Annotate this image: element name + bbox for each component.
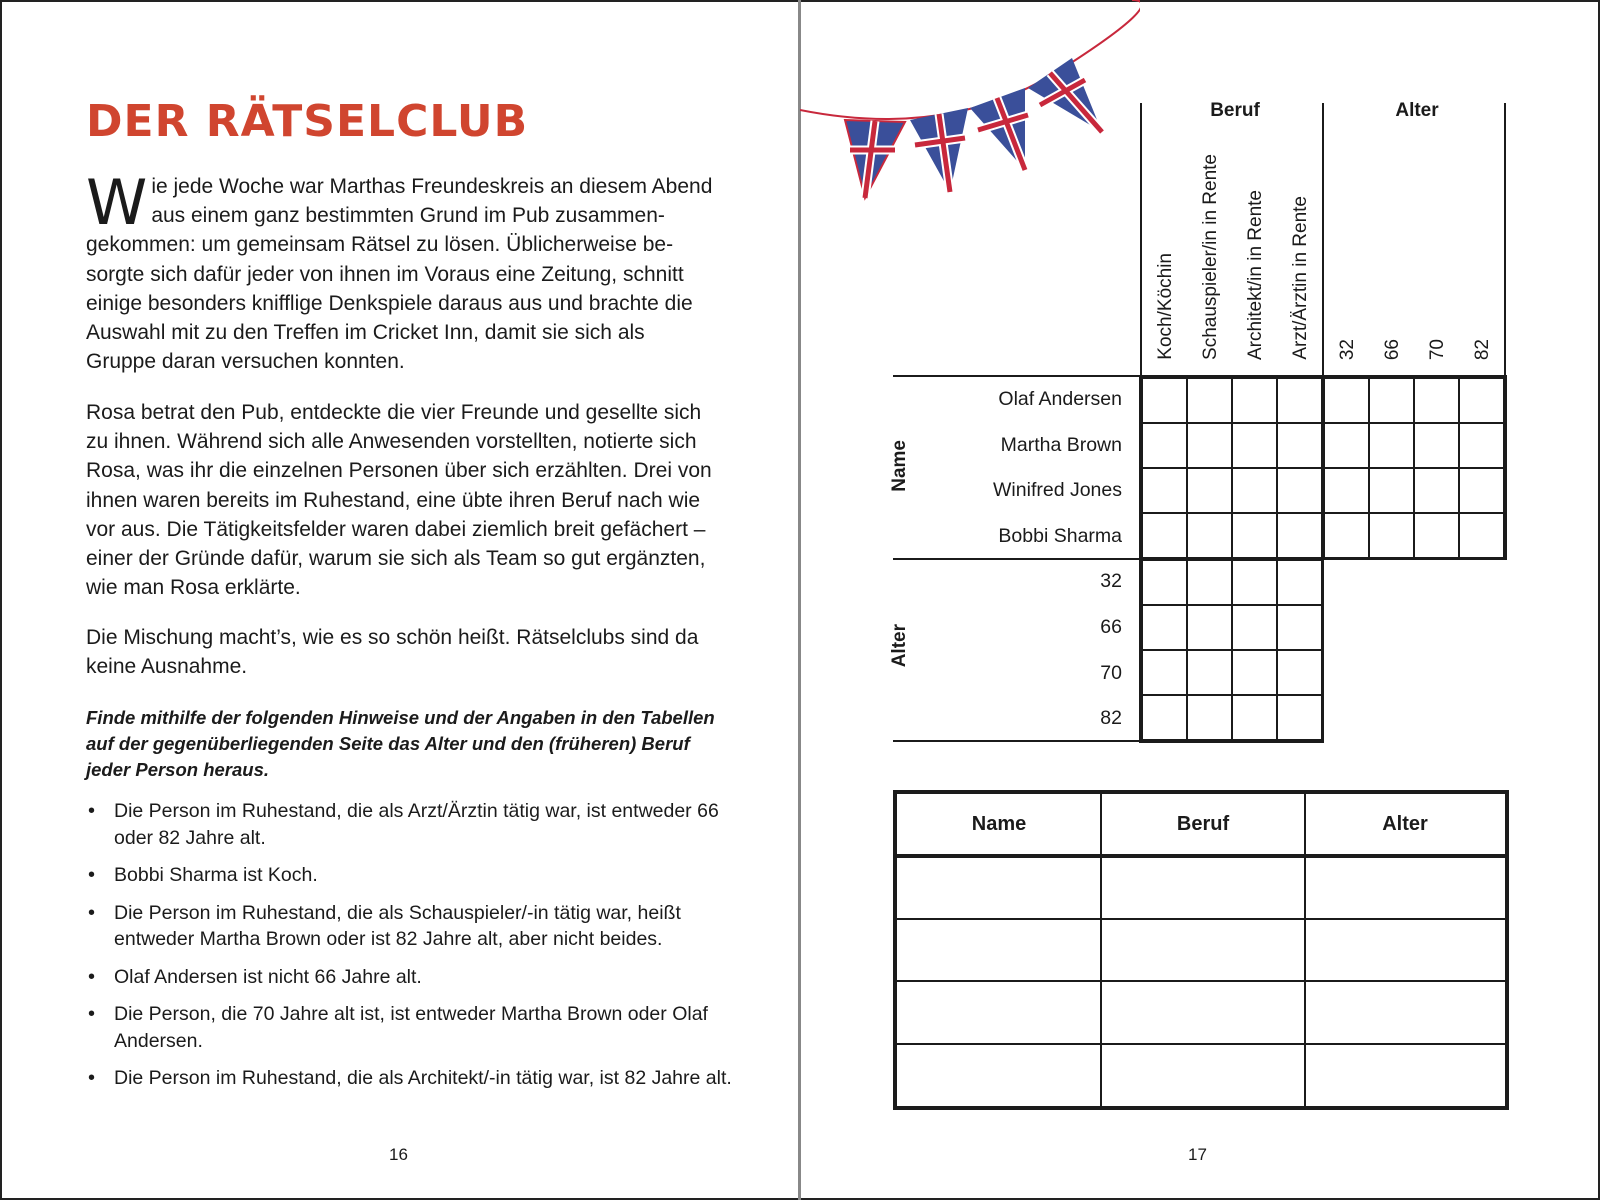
solution-header-alter: Alter <box>1382 813 1428 835</box>
clue-item: • Die Person, die 70 Jahre alt ist, ist entweder Martha Brown oder Olaf Andersen. <box>86 1001 736 1054</box>
intro-text: ie jede Woche war Marthas Freundeskreis an diesem Abend aus einem ganz bestimmten Grund im Pub zusammen-gekommen: um gemeinsam Rätsel zu lösen. Üblicherweise be-sorgte sich dafür jeder von ihnen im Voraus eine Zeitung, schnitt einige besonders knifflige Denkspiele daraus aus und brachte die Auswahl mit zu den Treffen im Cricket Inn, damit sie sich als Gruppe daran versuchen konnten. <box>86 175 713 374</box>
solution-cell[interactable] <box>897 858 1100 918</box>
grid-block <box>1321 375 1507 560</box>
solution-cell[interactable] <box>1102 1045 1304 1106</box>
solution-cell[interactable] <box>1306 1045 1505 1106</box>
drop-cap: W <box>86 166 148 239</box>
solution-cell[interactable] <box>1306 858 1505 918</box>
page-title: DER RÄTSELCLUB <box>86 96 529 147</box>
column-header <box>1337 140 1382 360</box>
solution-cell[interactable] <box>1306 982 1505 1043</box>
row-label: 32 <box>1100 570 1122 592</box>
grid-block <box>1139 375 1324 560</box>
intro-paragraph <box>86 166 716 376</box>
beruf-header: Beruf <box>1210 100 1260 121</box>
solution-header-name: Name <box>971 813 1027 835</box>
row-label: 66 <box>1100 616 1122 638</box>
clue-item: • Die Person im Ruhestand, die als Schauspieler/-in tätig war, heißt entweder Martha Brown oder ist 82 Jahre alt, aber nicht beides. <box>86 900 736 953</box>
column-header <box>1290 140 1335 360</box>
solution-cell[interactable] <box>1102 858 1304 918</box>
column-header <box>1382 140 1427 360</box>
column-label: Schauspieler/in in Rente <box>1200 154 1221 360</box>
column-header <box>1200 140 1245 360</box>
clue-item: • Die Person im Ruhestand, die als Arzt/Ärztin tätig war, ist entweder 66 oder 82 Jahre alt. <box>86 798 736 851</box>
solution-table <box>893 790 1509 1110</box>
row-label: Martha Brown <box>1000 434 1122 456</box>
row-label: Olaf Andersen <box>998 388 1122 410</box>
column-header <box>1427 140 1472 360</box>
column-header <box>1245 140 1290 360</box>
column-header <box>1155 140 1200 360</box>
grid-block <box>1139 557 1324 743</box>
grid-divider <box>893 558 1143 560</box>
solution-cell[interactable] <box>1306 920 1505 980</box>
column-label: Arzt/Ärztin in Rente <box>1290 196 1311 360</box>
grid-divider <box>1322 103 1324 375</box>
alter-side-label: Alter <box>889 624 910 668</box>
grid-divider <box>893 375 1143 377</box>
paragraph-2: Rosa betrat den Pub, entdeckte die vier Freunde und gesellte sich zu ihnen. Während sich alle Anwesenden vorstellten, notierte sich Rosa, was ihr die einzelnen Personen über sich erzählten. Drei von ihnen waren bereits im Ruhestand, eine übte ihren Beruf nach wie vor aus. Die Tätigkeitsfelder waren dabei ziemlich breit gefächert – einer der Gründe dafür, warum sie sich als Team so gut ergänzten, wie man Rosa erklärte. <box>86 401 712 600</box>
solution-cell[interactable] <box>1102 920 1304 980</box>
solution-cell[interactable] <box>897 982 1100 1043</box>
page-number-left: 16 <box>389 1145 408 1164</box>
solution-cell[interactable] <box>897 1045 1100 1106</box>
flag-icon <box>1028 58 1102 132</box>
grid-divider <box>1140 103 1142 375</box>
paragraph-3: Die Mischung macht’s, wie es so schön heißt. Rätselclubs sind da keine Ausnahme. <box>86 626 699 679</box>
clue-item: • Bobbi Sharma ist Koch. <box>86 862 736 889</box>
column-header <box>1472 140 1517 360</box>
flag-icon <box>845 120 905 198</box>
solution-cell[interactable] <box>897 920 1100 980</box>
instruction-text: Finde mithilfe der folgenden Hinweise und der Angaben in den Tabellen auf der gegenüberliegenden Seite das Alter und den (früheren) Beruf jeder Person heraus. <box>86 707 715 780</box>
page-number-right: 17 <box>1188 1145 1207 1164</box>
clue-item: • Olaf Andersen ist nicht 66 Jahre alt. <box>86 964 736 991</box>
column-label: Architekt/in in Rente <box>1245 189 1266 360</box>
row-label: 82 <box>1100 707 1122 729</box>
column-label: 32 <box>1337 338 1358 360</box>
union-jack-bunting-icon <box>800 0 1140 210</box>
column-label: 70 <box>1427 338 1448 360</box>
clue-item: • Die Person im Ruhestand, die als Architekt/-in tätig war, ist 82 Jahre alt. <box>86 1065 736 1092</box>
alter-header: Alter <box>1395 100 1439 121</box>
name-side-label: Name <box>889 440 910 492</box>
solution-header-beruf: Beruf <box>1176 813 1230 835</box>
column-label: Koch/Köchin <box>1155 253 1176 360</box>
flag-icon <box>970 88 1028 170</box>
clue-list <box>86 798 736 1103</box>
column-label: 82 <box>1472 338 1493 360</box>
column-label: 66 <box>1382 338 1403 360</box>
row-label: Bobbi Sharma <box>998 525 1122 547</box>
grid-divider <box>893 740 1143 742</box>
row-label: Winifred Jones <box>993 479 1122 501</box>
row-label: 70 <box>1100 662 1122 684</box>
grid-divider <box>1504 103 1506 375</box>
solution-cell[interactable] <box>1102 982 1304 1043</box>
flag-icon <box>910 108 968 192</box>
